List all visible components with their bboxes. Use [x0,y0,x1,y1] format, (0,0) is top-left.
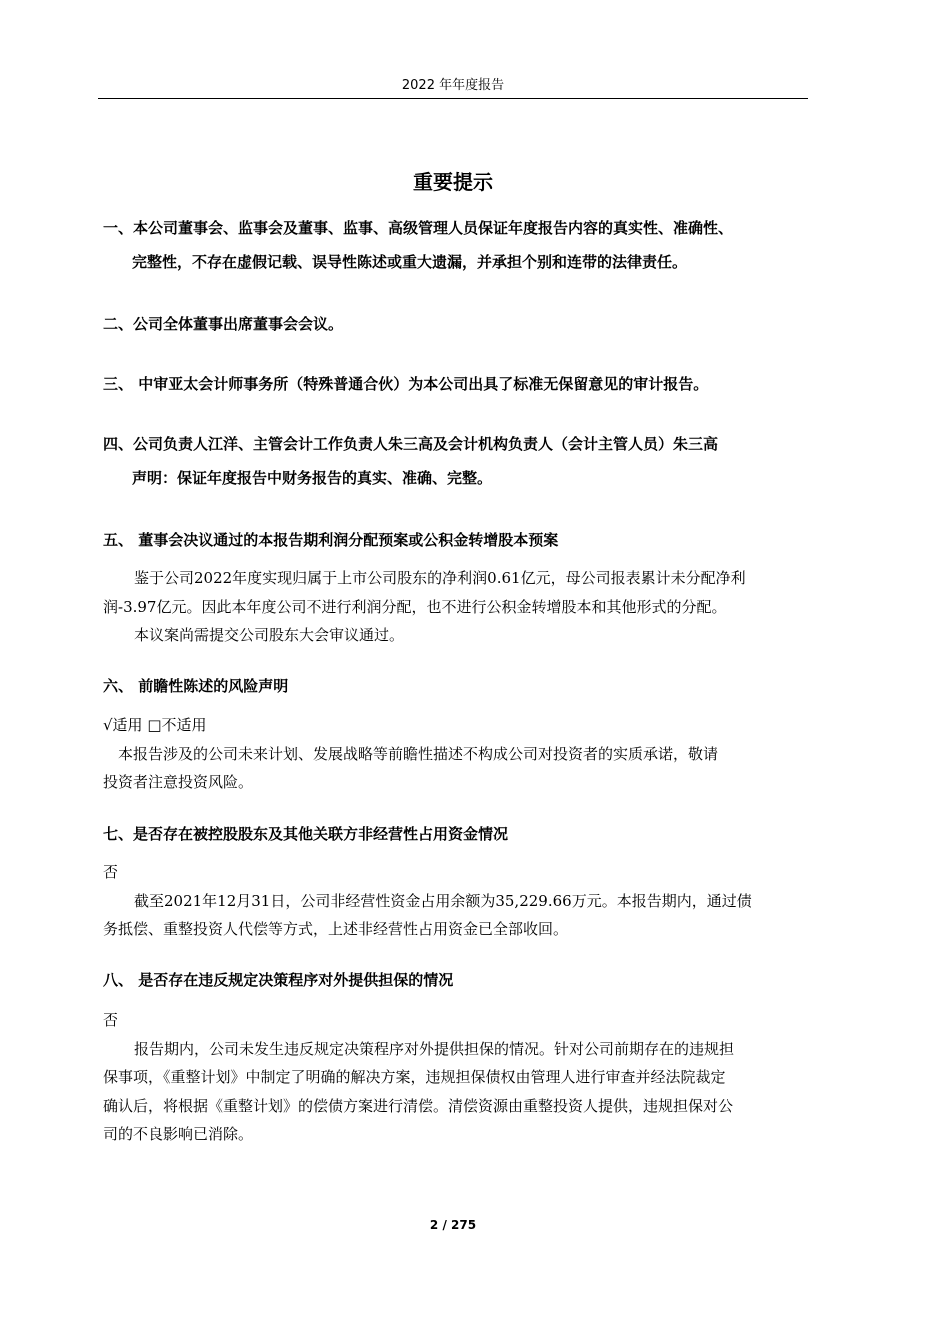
item-4-line-1: 四、公司负责人江洋、主管会计工作负责人朱三高及会计机构负责人（会计主管人员）朱三高 [103,435,719,453]
item-8-para-line-2: 保事项，《重整计划》中制定了明确的解决方案，违规担保债权由管理人进行审查并经法院裁定 [103,1068,726,1086]
item-5-para-line-2: 润-3.97亿元。因此本年度公司不进行利润分配，也不进行公积金转增股本和其他形式的分配。 [103,598,727,616]
item-6-heading: 六、 前瞻性陈述的风险声明 [103,677,289,695]
header-divider [98,98,808,99]
item-7-para-line-1: 截至2021年12月31日，公司非经营性资金占用余额为35,229.66万元。本报告期内，通过债 [134,892,752,910]
item-8-para-line-4: 司的不良影响已消除。 [103,1125,254,1143]
item-1-line-2: 完整性，不存在虚假记载、误导性陈述或重大遗漏，并承担个别和连带的法律责任。 [132,253,688,271]
item-3-line-1: 三、 中审亚太会计师事务所（特殊普通合伙）为本公司出具了标准无保留意见的审计报告。 [103,375,709,393]
item-4-line-2: 声明：保证年度报告中财务报告的真实、准确、完整。 [132,469,493,487]
item-8-heading: 八、 是否存在违反规定决策程序对外提供担保的情况 [103,971,454,989]
item-6-para-line-1: 本报告涉及的公司未来计划、发展战略等前瞻性描述不构成公司对投资者的实质承诺，敬请 [118,745,719,763]
running-header: 2022 年年度报告 [401,78,505,93]
item-7-para-line-2: 务抵偿、重整投资人代偿等方式，上述非经营性占用资金已全部收回。 [103,920,569,938]
item-7-heading: 七、是否存在被控股股东及其他关联方非经营性占用资金情况 [103,825,509,843]
item-2-line-1: 二、公司全体董事出席董事会会议。 [103,315,344,333]
page-title: 重要提示 [413,170,493,194]
item-6-para-line-2: 投资者注意投资风险。 [103,773,254,791]
page-number: 2 / 275 [429,1218,477,1232]
item-1-line-1: 一、本公司董事会、监事会及董事、监事、高级管理人员保证年度报告内容的真实性、准确性、 [103,219,734,237]
item-8-para-line-3: 确认后，将根据《重整计划》的偿债方案进行清偿。清偿资源由重整投资人提供，违规担保对公 [103,1097,734,1115]
item-5-para-line-3: 本议案尚需提交公司股东大会审议通过。 [134,626,405,644]
item-5-heading: 五、 董事会决议通过的本报告期利润分配预案或公积金转增股本预案 [103,531,559,549]
item-8-answer: 否 [103,1011,119,1029]
item-6-applicability-options: √适用 □不适用 [103,716,207,734]
item-7-answer: 否 [103,863,119,881]
item-5-para-line-1: 鉴于公司2022年度实现归属于上市公司股东的净利润0.61亿元，母公司报表累计未分配净利 [134,569,746,587]
item-8-para-line-1: 报告期内，公司未发生违反规定决策程序对外提供担保的情况。针对公司前期存在的违规担 [134,1040,735,1058]
